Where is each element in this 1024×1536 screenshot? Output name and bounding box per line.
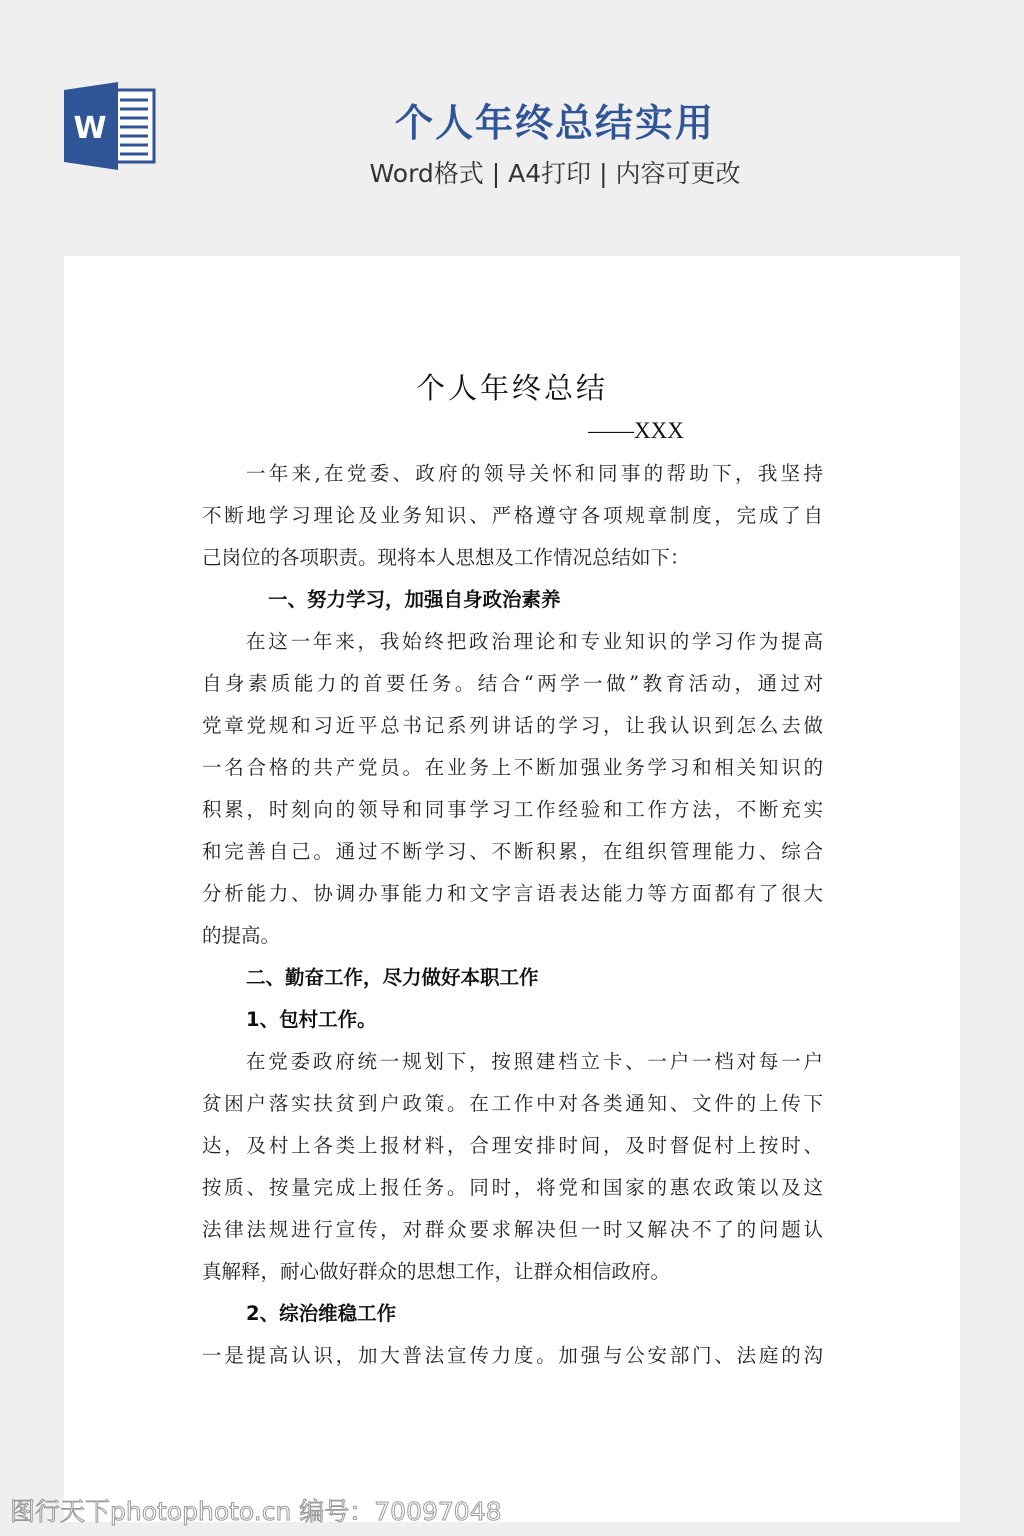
paragraph-line: 真解释，耐心做好群众的思想工作，让群众相信政府。: [202, 1260, 671, 1283]
paragraph-line: 分析能力、协调办事能力和文字言语表达能力等方面都有了很大: [202, 882, 823, 905]
paragraph-line: 积累，时刻向的领导和同事学习工作经验和工作方法，不断充实: [202, 798, 823, 821]
paragraph-line: 按质、按量完成上报任务。同时，将党和国家的惠农政策以及这: [202, 1176, 823, 1199]
section-heading: 一、努力学习，加强自身政治素养: [268, 588, 561, 611]
paragraph-line: 在这一年来，我始终把政治理论和专业知识的学习作为提高: [246, 630, 823, 653]
svg-text:W: W: [73, 111, 107, 146]
paragraph-line: 贫困户落实扶贫到户政策。在工作中对各类通知、文件的上传下: [202, 1092, 823, 1115]
section-heading: 1、包村工作。: [246, 1008, 377, 1031]
paragraph-line: 自身素质能力的首要任务。结合“两学一做”教育活动，通过对: [202, 672, 823, 695]
paragraph-line: 一名合格的共产党员。在业务上不断加强业务学习和相关知识的: [202, 756, 823, 779]
document-body: [202, 453, 823, 1377]
watermark: 图行天下photophoto.cn 编号：70097048: [10, 1497, 502, 1526]
paragraph-line: 达，及村上各类上报材料，合理安排时间，及时督促村上按时、: [202, 1134, 823, 1157]
word-document-icon: [64, 82, 156, 170]
paragraph-line: 和完善自己。通过不断学习、不断积累，在组织管理能力、综合: [202, 840, 823, 863]
document-title: 个人年终总结: [415, 371, 608, 405]
section-heading: 2、综治维稳工作: [246, 1302, 397, 1325]
document-author: ——XXX: [588, 418, 684, 443]
paragraph-line: 党章党规和习近平总书记系列讲话的学习，让我认识到怎么去做: [202, 714, 823, 737]
paragraph-line: 一年来,在党委、政府的领导关怀和同事的帮助下，我坚持: [246, 462, 823, 485]
section-heading: 二、勤奋工作，尽力做好本职工作: [246, 966, 539, 989]
paragraph-line: 不断地学习理论及业务知识、严格遵守各项规章制度，完成了自: [202, 504, 823, 527]
paragraph-line: 法律法规进行宣传，对群众要求解决但一时又解决不了的问题认: [202, 1218, 823, 1241]
banner-subtitle: Word格式 | A4打印 | 内容可更改: [369, 159, 741, 188]
banner-title: 个人年终总结实用: [394, 101, 715, 145]
paragraph-line: 在党委政府统一规划下，按照建档立卡、一户一档对每一户: [246, 1050, 823, 1073]
paragraph-line: 的提高。: [202, 924, 281, 947]
paragraph-line: 己岗位的各项职责。现将本人思想及工作情况总结如下：: [202, 546, 690, 569]
paragraph-line: 一是提高认识，加大普法宣传力度。加强与公安部门、法庭的沟: [202, 1344, 823, 1367]
